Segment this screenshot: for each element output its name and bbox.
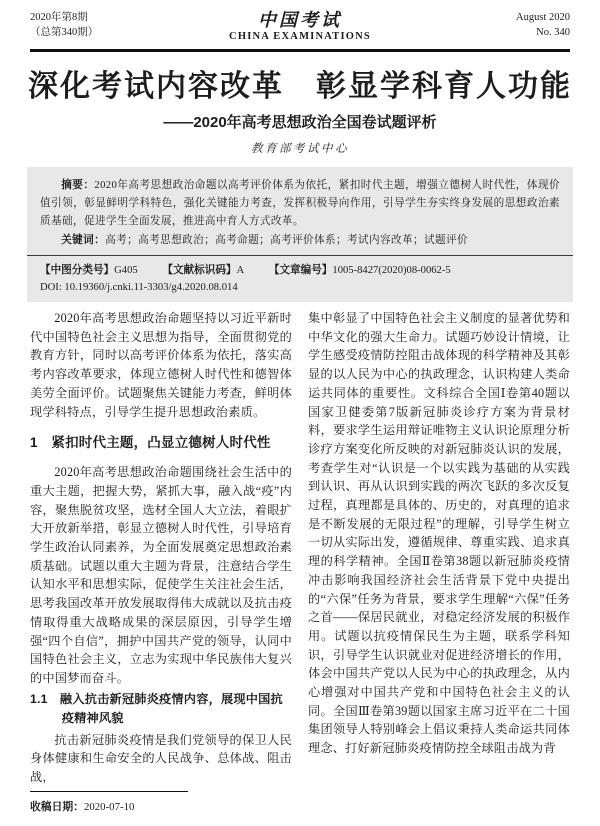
issue-date-en: August 2020	[516, 12, 570, 23]
section-1-1-heading: 1.1 融入抗击新冠肺炎疫情内容，展现中国抗疫精神风貌	[30, 691, 283, 726]
left-column	[30, 309, 292, 787]
received-date-label: 收稿日期：	[30, 801, 84, 813]
received-date-value: 2020-07-10	[83, 801, 135, 813]
article-subtitle: ——2020年高考思想政治全国卷试题评析	[163, 114, 437, 131]
section-1-paragraph: 2020年高考思想政治命题围绕社会生活中的重大主题，把握大势，紧抓大事，融入战“疫”内容，聚焦脱贫攻坚，选材全国人大立法，着眼扩大开放新举措，彰显立德树人时代性，引导培育学生政治认同素养，为全面发展奠定思想政治素质基础。试题以重大主题为背景，注意结合学生认知水平和思想实际，促使学生关注社会生活，思考我国改革开放发展取得伟大成就以及抗击疫情取得重大战略成果的深层原因，引导学生增强“四个自信”，拥护中国共产党的领导，认同中国特色社会主义，立志为实现中华民族伟大复兴的中国梦而奋斗。	[30, 465, 292, 685]
article-id-item	[269, 262, 451, 279]
article-author: 教育部考试中心	[251, 143, 349, 155]
abstract-paragraph	[40, 176, 560, 231]
issue-info	[30, 10, 150, 40]
right-column-paragraph: 集中彰显了中国特色社会主义制度的显著优势和中华文化的强大生命力。试题巧妙设计情境，让学生感受疫情防控阻击战体现的科学精神及其彰显的以人民为中心的执政理念，认识构建人类命运共同体的重要性。文科综合全国Ⅰ卷第40题以国家卫健委第7版新冠肺炎诊疗方案为背景材料，要求学生运用辩证唯物主义认识论原理分析诊疗方案变化所反映的对新冠肺炎认识的发展，考查学生对“认识是一个以实践为基础的从实践到认识、再从认识到实践的两次飞跃的多次反复过程，真理都是具体的、历史的，对真理的追求是不断发展的无限过程”的理解，引导学生树立一切从实际出发，遵循规律、尊重实践、追求真理的科学精神。全国Ⅱ卷第38题以新冠肺炎疫情冲击影响我国经济社会生活背景下党中央提出的“六保”任务为背景，要求学生理解“六保”任务之首——保居民就业，对稳定经济发展的积极作用。试题以抗疫情保民生为主题，联系学科知识，引导学生认识就业对促进经济增长的作用，体会中国共产党以人民为中心的执政理念，从内心增强对中国共产党和中国特色社会主义的认同。全国Ⅲ卷第39题以国家主席习近平在二十国集团领导人特别峰会上倡议秉持人类命运共同体理念、打好新冠肺炎疫情防控全球阻击战为背	[308, 311, 570, 756]
doi-line: DOI: 10.19360/j.cnki.11-3303/g4.2020.08.014	[40, 282, 238, 293]
received-date-footnote	[30, 791, 292, 815]
journal-name-cn: 中国考试	[258, 10, 342, 30]
right-column	[308, 309, 570, 787]
intro-paragraph: 2020年高考思想政治命题坚持以习近平新时代中国特色社会主义思想为指导，全面贯彻党的教育方针，同时以高考评价体系为依托，落实高考内容改革要求，体现立德树人时代性和德智体美劳全面评价。试题聚焦关键能力考查，鲜明体现学科特点，引导学生提升思想政治素质。	[30, 311, 292, 419]
journal-header	[30, 10, 570, 44]
keywords-label: 关键词：	[61, 234, 106, 246]
doc-code-item	[162, 262, 244, 279]
issue-total: （总第340期）	[30, 27, 99, 38]
section-1-1-paragraph: 抗击新冠肺炎疫情是我们党领导的保卫人民身体健康和生命安全的人民战争、总体战、阻击战，	[30, 732, 292, 785]
abstract-label: 摘要：	[61, 179, 95, 191]
abstract-box	[27, 167, 573, 302]
keywords-text: 高考；高考思想政治；高考命题；高考评价体系；考试内容改革；试题评价	[105, 235, 468, 246]
journal-name-en: CHINA EXAMINATIONS	[229, 31, 371, 42]
article-title: 深化考试内容改革 彰显学科育人功能	[28, 70, 572, 103]
clc-item	[40, 262, 138, 279]
article-body	[30, 309, 570, 787]
footnote-divider	[30, 791, 188, 793]
keywords-line	[40, 231, 560, 250]
header-divider	[30, 49, 570, 52]
doc-code-label: 【文献标识码】	[162, 264, 237, 276]
issue-no-en: No. 340	[536, 27, 570, 38]
received-date-line	[30, 799, 292, 814]
section-1-heading: 1 紧扣时代主题，凸显立德树人时代性	[30, 435, 271, 451]
abstract-meta-divider	[27, 255, 573, 256]
clc-label: 【中图分类号】	[40, 264, 115, 276]
journal-masthead	[150, 10, 450, 44]
issue-number: 2020年第8期	[30, 12, 88, 23]
article-id-label: 【文章编号】	[268, 264, 333, 276]
classification-line	[40, 262, 560, 279]
article-id-value: 1005-8427(2020)08-0062-5	[332, 265, 451, 276]
clc-value: G405	[114, 265, 138, 276]
issue-date-info	[450, 10, 570, 40]
doc-code-value: A	[236, 265, 245, 276]
abstract-text: 2020年高考思想政治命题以高考评价体系为依托，紧扣时代主题，增强立德树人时代性，体现价值引领，彰显鲜明学科特色，强化关键能力考查，发挥积极导向作用，引导学生夯实终身发展的思想政治素质基础，促进学生全面发展，推进高中育人方式改革。	[40, 180, 560, 227]
